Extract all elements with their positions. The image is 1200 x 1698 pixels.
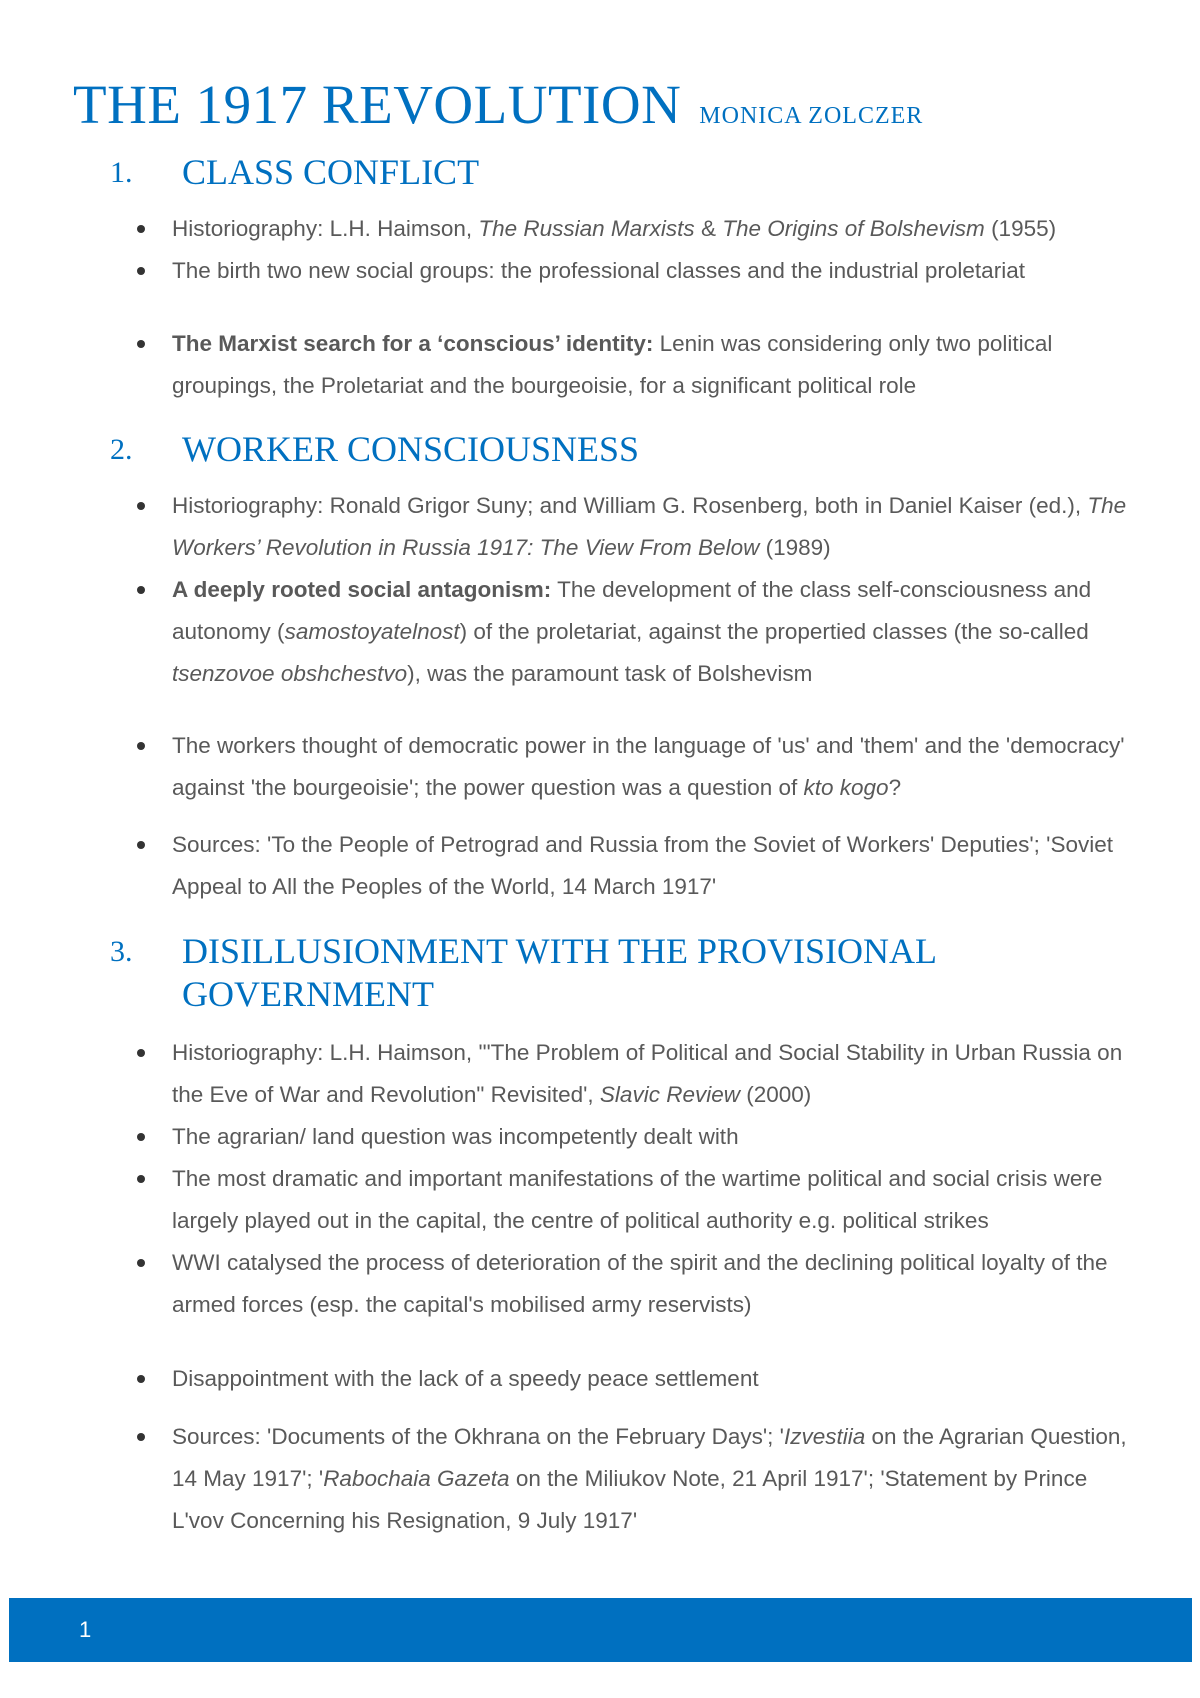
bullet-dot-icon (137, 502, 145, 510)
section-number: 3. (110, 935, 133, 968)
section-number: 1. (110, 156, 133, 189)
bullet-dot-icon (137, 1433, 145, 1441)
bullet-dot-icon (137, 267, 145, 275)
bullet-dot-icon (137, 586, 145, 594)
bullet-text: WWI catalysed the process of deterioration of the spirit and the declining political loyalty of the armed forces (esp. the capital's mobilised army reservists) (172, 1250, 1108, 1317)
bullet-text: The most dramatic and important manifestations of the wartime political and social crisis were largely played out in the capital, the centre of political authority e.g. political strikes (172, 1166, 1103, 1233)
bullet-text: The Marxist search for a ‘conscious’ identity: Lenin was considering only two political groupings, the Proletariat and the bourgeoisie, for a significant political role (172, 331, 1053, 398)
bullet-dot-icon (137, 841, 145, 849)
bullet-text: Sources: 'To the People of Petrograd and Russia from the Soviet of Workers' Deputies'; 'Soviet Appeal to All the Peoples of the World, 14 March 1917' (172, 832, 1113, 899)
document-title: THE 1917 REVOLUTION (73, 74, 682, 135)
bullet-dot-icon (137, 1175, 145, 1183)
bullet-text: Sources: 'Documents of the Okhrana on the February Days'; 'Izvestiia on the Agrarian Question, 14 May 1917'; 'Rabochaia Gazeta on the Miliukov Note, 21 April 1917'; 'Statement by Prince L'vov Concerning his Resignation, 9 July 1917' (172, 1424, 1127, 1533)
bullet-text: Historiography: L.H. Haimson, '"The Problem of Political and Social Stability in Urban Russia on the Eve of War and Revolution" Revisited', Slavic Review (2000) (172, 1040, 1123, 1107)
bullet-dot-icon (137, 1049, 145, 1057)
section-number: 2. (110, 433, 133, 466)
document-header (73, 70, 923, 140)
section-title: WORKER CONSCIOUSNESS (182, 429, 640, 469)
bullet-text: Historiography: Ronald Grigor Suny; and William G. Rosenberg, both in Daniel Kaiser (ed.), The Workers’ Revolution in Russia 1917: The View From Below (1989) (172, 493, 1127, 560)
bullet-text: Disappointment with the lack of a speedy peace settlement (172, 1366, 759, 1391)
bullet-text: The workers thought of democratic power in the language of 'us' and 'them' and the 'democracy' against 'the bourgeoisie'; the power question was a question of kto kogo? (172, 733, 1125, 800)
bullet-dot-icon (137, 225, 145, 233)
document-author: MONICA ZOLCZER (699, 103, 924, 129)
bullet-text: The agrarian/ land question was incompetently dealt with (172, 1124, 739, 1149)
bullet-text: A deeply rooted social antagonism: The development of the class self-consciousness and autonomy (samostoyatelnost) of the proletariat, against the propertied classes (the so-called tsenzovoe obshchestvo), was the paramount task of Bolshevism (172, 577, 1092, 686)
bullet-dot-icon (137, 1375, 145, 1383)
bullet-dot-icon (137, 1133, 145, 1141)
bullet-text: The birth two new social groups: the professional classes and the industrial proletariat (172, 258, 1025, 283)
footer-bar (9, 1598, 1192, 1662)
bullet-text: Historiography: L.H. Haimson, The Russian Marxists & The Origins of Bolshevism (1955) (172, 216, 1057, 241)
section-title: CLASS CONFLICT (182, 152, 480, 192)
bullet-dot-icon (137, 340, 145, 348)
bullet-dot-icon (137, 742, 145, 750)
page-number: 1 (79, 1617, 92, 1642)
bullet-dot-icon (137, 1259, 145, 1267)
section-title: DISILLUSIONMENT WITH THE PROVISIONAL GOVERNMENT (182, 931, 936, 1014)
